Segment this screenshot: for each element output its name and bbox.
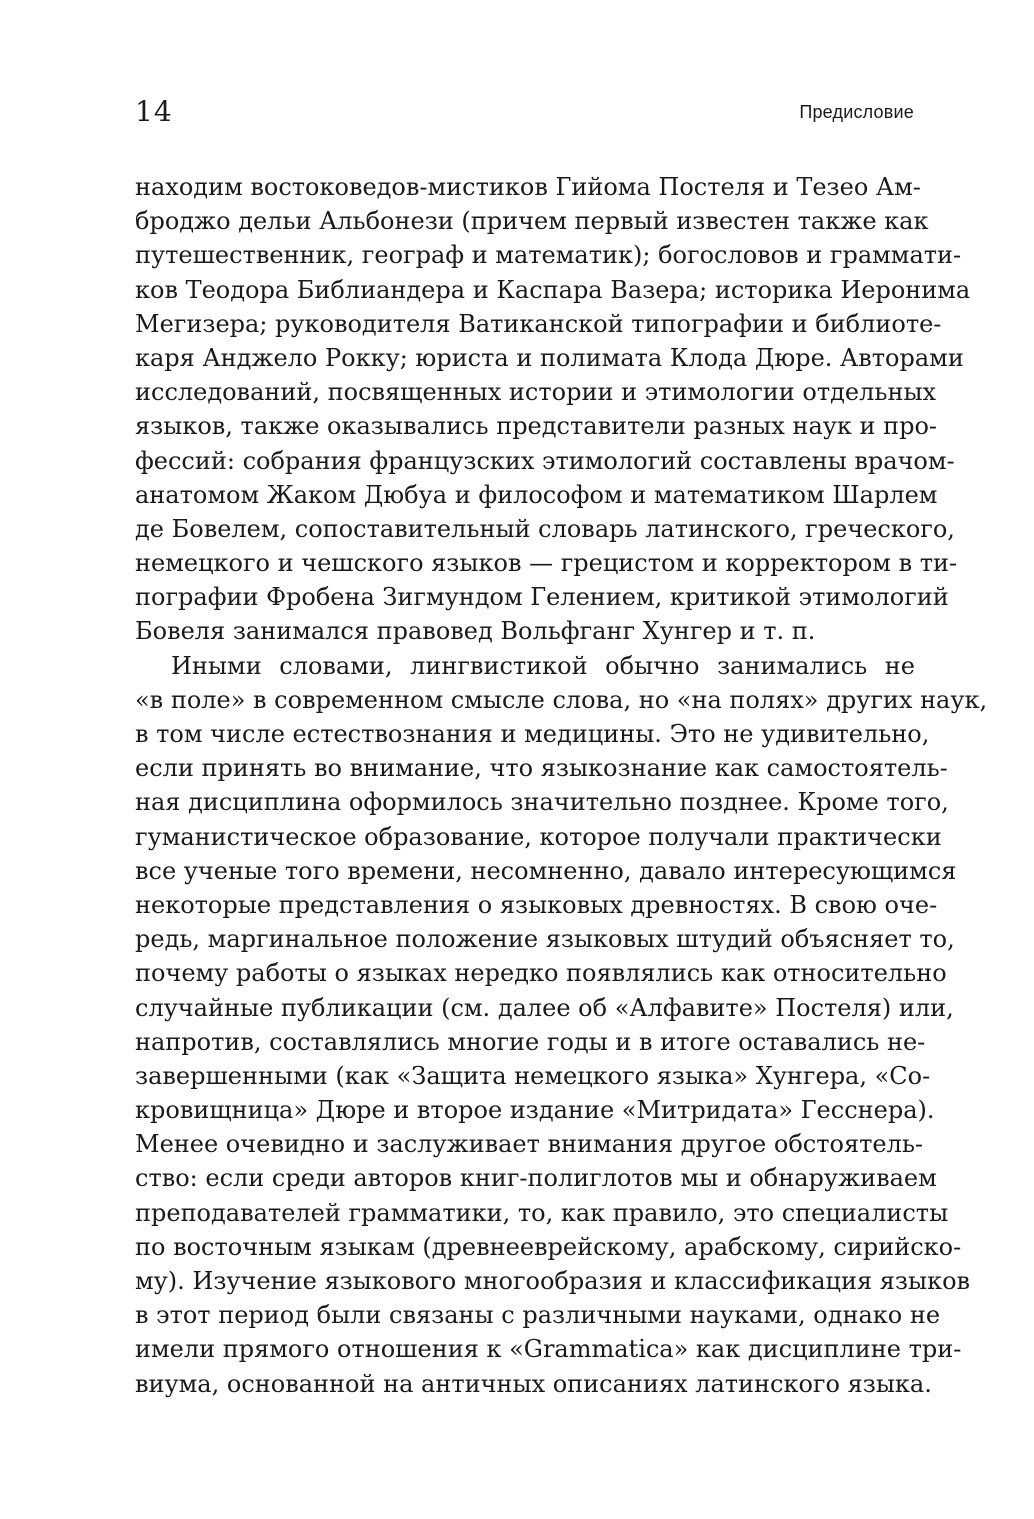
text-line: немецкого и чешского языков — грецистом и корректором в ти- — [135, 549, 958, 578]
text-line: путешественник, географ и математик); богословов и граммати- — [135, 241, 962, 270]
text-line: Менее очевидно и заслуживает внимания другое обстоятель- — [135, 1130, 923, 1159]
body-text — [135, 170, 988, 1401]
text-line: ная дисциплина оформилось значительно позднее. Кроме того, — [135, 788, 949, 817]
text-line: языков, также оказывались представители разных наук и про- — [135, 412, 938, 441]
text-line: ков Теодора Библиандера и Каспара Вазера; историка Иеронима — [135, 275, 971, 304]
page-number: 14 — [135, 95, 173, 128]
text-line: ство: если среди авторов книг-полиглотов мы и обнаруживаем — [135, 1164, 937, 1193]
text-line: имели прямого отношения к «Grammatica» как дисциплине три- — [135, 1335, 962, 1364]
text-line: му). Изучение языкового многообразия и классификация языков — [135, 1267, 971, 1295]
text-line: случайные публикации (см. далее об «Алфавите» Постеля) или, — [135, 993, 954, 1022]
paragraph — [135, 649, 988, 1401]
text-line: преподавателей грамматики, то, как правило, это специалисты — [135, 1198, 949, 1227]
text-line: завершенными (как «Защита немецкого языка» Хунгера, «Со- — [135, 1061, 931, 1090]
text-line: анатомом Жаком Дюбуа и философом и математиком Шарлем — [135, 480, 938, 509]
text-line: пографии Фробена Зигмундом Гелением, критикой этимологий — [135, 583, 949, 612]
text-line: Мегизера; руководителя Ватиканской типографии и библиоте- — [135, 309, 942, 338]
section-title: Предисловие — [799, 102, 914, 122]
text-line: фессий: собрания французских этимологий составлены врачом- — [135, 446, 955, 475]
text-line: в том числе естествознания и медицины. Это не удивительно, — [135, 720, 930, 748]
paragraph — [135, 170, 971, 649]
text-line: некоторые представления о языковых древностях. В свою оче- — [135, 890, 938, 919]
text-line: исследований, посвященных истории и этимологии отдельных — [135, 378, 937, 407]
text-line: напротив, составлялись многие годы и в итоге оставались не- — [135, 1027, 926, 1056]
text-line: каря Анджело Рокку; юриста и полимата Клода Дюре. Авторами — [135, 343, 964, 372]
text-line: редь, маргинальное положение языковых штудий объясняет то, — [135, 925, 955, 954]
text-line: кровищница» Дюре и второе издание «Митридата» Гесснера). — [135, 1096, 935, 1125]
text-line: в этот период были связаны с различными науками, однако не — [135, 1301, 941, 1330]
text-line: все ученые того времени, несомненно, давало интересующимся — [135, 856, 957, 885]
text-line: почему работы о языках нередко появлялись как относительно — [135, 959, 947, 988]
text-line: Бовеля занимался правовед Вольфганг Хунгер и т. п. — [135, 617, 816, 646]
text-line: по восточным языкам (древнееврейскому, арабскому, сирийско- — [135, 1232, 962, 1261]
text-line: если принять во внимание, что языкознание как самостоятель- — [135, 754, 948, 783]
text-line: «в поле» в современном смысле слова, но «на полях» других наук, — [135, 685, 988, 714]
running-head — [135, 96, 914, 132]
text-line: виума, основанной на античных описаниях латинского языка. — [135, 1369, 932, 1398]
text-line: гуманистическое образование, которое получали практически — [135, 822, 942, 851]
text-line: де Бовелем, сопоставительный словарь латинского, греческого, — [135, 514, 955, 543]
text-line: находим востоковедов-мистиков Гийома Постеля и Тезео Ам- — [135, 173, 921, 201]
text-line: броджо дельи Альбонези (причем первый известен также как — [135, 207, 929, 236]
text-line: Иными словами, лингвистикой обычно занимались не — [171, 651, 915, 680]
